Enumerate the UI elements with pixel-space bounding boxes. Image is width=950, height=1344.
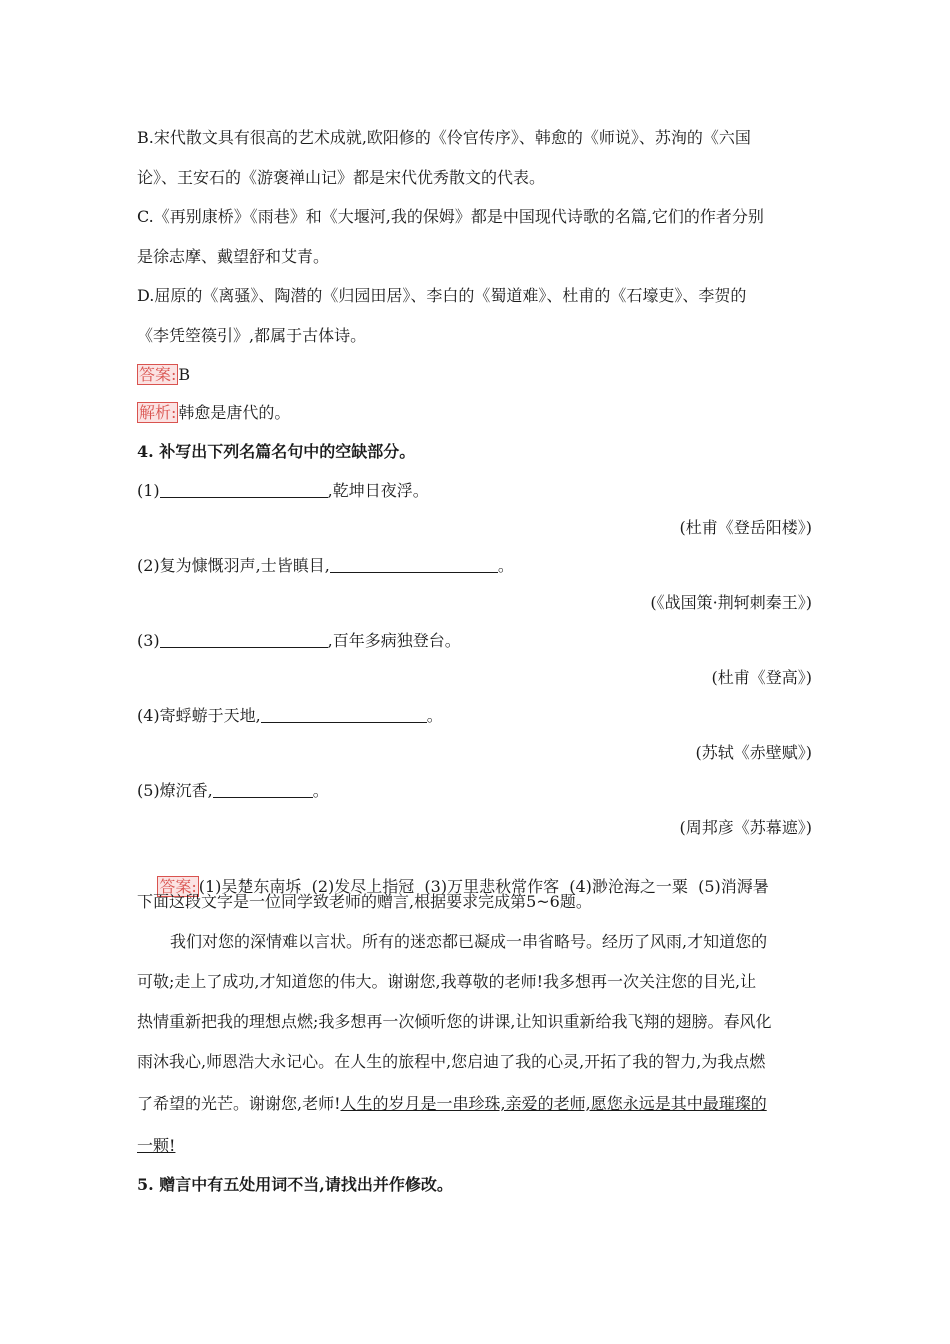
option-b-line1: B.宋代散文具有很高的艺术成就,欧阳修的《伶官传序》、韩愈的《师说》、苏洵的《六国 (137, 128, 751, 147)
q4-item-2-post: 。 (497, 556, 514, 575)
passage-line-5-plain: 了希望的光芒。谢谢您,老师! (137, 1094, 341, 1113)
q4-answer: (1)吴楚东南坼 (2)发尽上指冠 (3)万里悲秋常作客 (4)渺沧海之一粟 (5)消溽暑 (198, 877, 769, 896)
q4-item-5 (137, 780, 329, 802)
q4-item-3-post: ,百年多病独登台。 (327, 631, 461, 650)
q4-item-3 (137, 630, 461, 652)
q4-item-2-pre: 复为慷慨羽声,士皆瞋目, (159, 556, 330, 575)
q4-item-5-source: (周邦彦《苏幕遮》) (679, 818, 812, 837)
passage-line-2: 可敬;走上了成功,才知道您的伟大。谢谢您,我尊敬的老师!我多想再一次关注您的目光,让 (137, 972, 757, 991)
underlined-sentence: 人生的岁月是一串珍珠,亲爱的老师,愿您永远是其中最璀璨的 (340, 1094, 767, 1113)
q4-item-1 (137, 480, 429, 502)
q4-item-2-source: (《战国策·荆轲刺秦王》) (650, 593, 812, 612)
q4-item-1-num: (1) (137, 481, 160, 500)
q4-item-2 (137, 555, 514, 577)
q3-answer: B (178, 365, 191, 384)
q4-item-3-source: (杜甫《登高》) (711, 668, 812, 687)
fill-blank-1[interactable] (160, 481, 328, 498)
passage-line-6 (137, 1135, 175, 1157)
q4-item-4-pre: 寄蜉蝣于天地, (159, 706, 261, 725)
q4-item-1-post: ,乾坤日夜浮。 (327, 481, 429, 500)
passage-line-1: 我们对您的深情难以言状。所有的迷恋都已凝成一串省略号。经历了风雨,才知道您的 (170, 932, 768, 951)
option-d-line2: 《李凭箜篌引》,都属于古体诗。 (137, 326, 367, 345)
analysis-tag: 解析: (139, 403, 177, 422)
q3-analysis: 韩愈是唐代的。 (178, 403, 291, 422)
fill-blank-3[interactable] (160, 631, 328, 648)
option-b-line2: 论》、王安石的《游褒禅山记》都是宋代优秀散文的代表。 (137, 168, 546, 187)
q4-item-4-num: (4) (137, 706, 160, 725)
option-c-line2: 是徐志摩、戴望舒和艾青。 (137, 247, 330, 266)
q4-item-4-source: (苏轼《赤壁赋》) (695, 743, 812, 762)
q4-item-4 (137, 705, 443, 727)
q4-item-3-num: (3) (137, 631, 160, 650)
q3-answer-row (137, 364, 190, 386)
fill-blank-2[interactable] (330, 556, 498, 573)
passage-line-5 (137, 1093, 767, 1115)
q5-title: 5. 赠言中有五处用词不当,请找出并作修改。 (137, 1175, 453, 1194)
passage-intro: 下面这段文字是一位同学致老师的赠言,根据要求完成第5~6题。 (137, 892, 592, 911)
q4-item-4-post: 。 (426, 706, 443, 725)
answer-tag: 答案: (139, 365, 177, 384)
q4-item-5-pre: 燎沉香, (159, 781, 213, 800)
passage-line-3: 热情重新把我的理想点燃;我多想再一次倾听您的讲课,让知识重新给我飞翔的翅膀。春风化 (137, 1012, 772, 1031)
q3-analysis-row (137, 402, 290, 424)
q4-item-2-num: (2) (137, 556, 160, 575)
fill-blank-5[interactable] (213, 781, 313, 798)
q4-item-5-num: (5) (137, 781, 160, 800)
answer-tag: 答案: (159, 877, 197, 896)
underlined-sentence-end: 一颗! (137, 1136, 176, 1155)
fill-blank-4[interactable] (261, 706, 427, 723)
option-c-line1: C.《再别康桥》《雨巷》和《大堰河,我的保姆》都是中国现代诗歌的名篇,它们的作者分别 (137, 207, 764, 226)
q4-item-5-post: 。 (312, 781, 329, 800)
passage-line-4: 雨沐我心,师恩浩大永记心。在人生的旅程中,您启迪了我的心灵,开拓了我的智力,为我点燃 (137, 1052, 766, 1071)
option-d-line1: D.屈原的《离骚》、陶潜的《归园田居》、李白的《蜀道难》、杜甫的《石壕吏》、李贺的 (137, 286, 747, 305)
q4-title: 4. 补写出下列名篇名句中的空缺部分。 (137, 442, 416, 461)
q4-item-1-source: (杜甫《登岳阳楼》) (679, 518, 812, 537)
